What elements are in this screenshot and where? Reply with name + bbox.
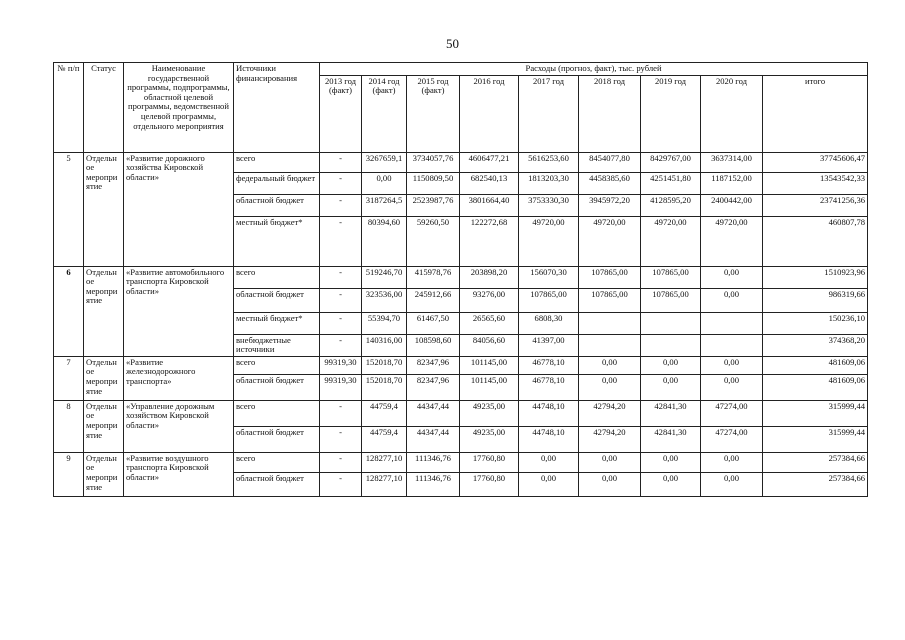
header-year: 2014 год (факт) [362,75,407,152]
value-cell: - [320,312,362,334]
value-cell: 0,00 [579,374,641,400]
value-cell: 80394,60 [362,216,407,266]
value-cell: 82347,96 [407,374,460,400]
value-cell: 0,00 [519,472,579,496]
funding-source: федеральный бюджет [234,172,320,194]
group-status: Отдельное мероприятие [84,452,124,496]
value-cell: 481609,06 [763,374,868,400]
value-cell: 3945972,20 [579,194,641,216]
value-cell: - [320,266,362,288]
value-cell: 44748,10 [519,426,579,452]
value-cell: 44347,44 [407,426,460,452]
value-cell: 0,00 [701,288,763,312]
value-cell: 4606477,21 [460,152,519,172]
group-no: 5 [54,152,84,266]
funding-source: всего [234,400,320,426]
value-cell: 42794,20 [579,400,641,426]
value-cell: 156070,30 [519,266,579,288]
value-cell: 107865,00 [641,266,701,288]
value-cell: - [320,194,362,216]
value-cell: 4251451,80 [641,172,701,194]
value-cell: 152018,70 [362,374,407,400]
value-cell: 3753330,30 [519,194,579,216]
value-cell: 99319,30 [320,374,362,400]
value-cell: 315999,44 [763,426,868,452]
value-cell: 107865,00 [641,288,701,312]
value-cell: - [320,216,362,266]
funding-source: всего [234,152,320,172]
value-cell: 8454077,80 [579,152,641,172]
value-cell: 3187264,5 [362,194,407,216]
value-cell: 42794,20 [579,426,641,452]
value-cell: 0,00 [701,266,763,288]
value-cell: - [320,400,362,426]
value-cell: 0,00 [519,452,579,472]
header-year: итого [763,75,868,152]
value-cell: 128277,10 [362,472,407,496]
value-cell: 111346,76 [407,452,460,472]
value-cell: 13543542,33 [763,172,868,194]
value-cell: 3637314,00 [701,152,763,172]
value-cell: 17760,80 [460,472,519,496]
value-cell: 1187152,00 [701,172,763,194]
group-status: Отдельное мероприятие [84,152,124,266]
value-cell [579,334,641,356]
value-cell [701,334,763,356]
header-year: 2017 год [519,75,579,152]
header-no: № п/п [54,63,84,153]
value-cell: - [320,472,362,496]
group-status: Отдельное мероприятие [84,266,124,356]
value-cell: 111346,76 [407,472,460,496]
table-row [54,400,868,426]
value-cell: 26565,60 [460,312,519,334]
header-year: 2020 год [701,75,763,152]
value-cell: 986319,66 [763,288,868,312]
header-year: 2015 год (факт) [407,75,460,152]
header-year: 2016 год [460,75,519,152]
group-status: Отдельное мероприятие [84,356,124,400]
value-cell: 415978,76 [407,266,460,288]
group-status: Отдельное мероприятие [84,400,124,452]
value-cell: 37745606,47 [763,152,868,172]
value-cell: 2400442,00 [701,194,763,216]
value-cell: 44759,4 [362,426,407,452]
value-cell: 481609,06 [763,356,868,374]
value-cell: 49235,00 [460,400,519,426]
value-cell: 257384,66 [763,472,868,496]
funding-source: местный бюджет* [234,312,320,334]
value-cell: 315999,44 [763,400,868,426]
funding-source: всего [234,266,320,288]
table-row [54,266,868,288]
value-cell: 682540,13 [460,172,519,194]
value-cell: 61467,50 [407,312,460,334]
value-cell: 23741256,36 [763,194,868,216]
value-cell: 8429767,00 [641,152,701,172]
table-row [54,356,868,374]
value-cell: 374368,20 [763,334,868,356]
value-cell: 5616253,60 [519,152,579,172]
value-cell: - [320,426,362,452]
value-cell: 6808,30 [519,312,579,334]
value-cell: 0,00 [701,356,763,374]
value-cell: 519246,70 [362,266,407,288]
value-cell: 323536,00 [362,288,407,312]
value-cell: 99319,30 [320,356,362,374]
table-row [54,452,868,472]
header-year: 2013 год (факт) [320,75,362,152]
value-cell: 101145,00 [460,374,519,400]
group-name: «Развитие воздушного транспорта Кировской области» [124,452,234,496]
value-cell: 107865,00 [579,266,641,288]
group-name: «Развитие железнодорожного транспорта» [124,356,234,400]
value-cell: 203898,20 [460,266,519,288]
value-cell [641,312,701,334]
value-cell: 257384,66 [763,452,868,472]
value-cell: 59260,50 [407,216,460,266]
page-number: 50 [446,36,459,51]
value-cell: 107865,00 [579,288,641,312]
funding-source: местный бюджет* [234,216,320,266]
value-cell: 0,00 [641,356,701,374]
value-cell: 3267659,1 [362,152,407,172]
value-cell: 4128595,20 [641,194,701,216]
funding-source: областной бюджет [234,426,320,452]
value-cell: 42841,30 [641,400,701,426]
value-cell: - [320,152,362,172]
value-cell: - [320,452,362,472]
header-status: Статус [84,63,124,153]
value-cell: 49720,00 [701,216,763,266]
value-cell: 55394,70 [362,312,407,334]
value-cell: - [320,172,362,194]
funding-source: всего [234,452,320,472]
value-cell: 245912,66 [407,288,460,312]
value-cell: 108598,60 [407,334,460,356]
value-cell: 17760,80 [460,452,519,472]
value-cell: 0,00 [701,452,763,472]
value-cell [701,312,763,334]
value-cell: 44759,4 [362,400,407,426]
value-cell: 0,00 [641,472,701,496]
group-no: 6 [54,266,84,356]
budget-table [53,62,868,497]
value-cell: 4458385,60 [579,172,641,194]
value-cell: 49235,00 [460,426,519,452]
header-year: 2018 год [579,75,641,152]
value-cell: 3801664,40 [460,194,519,216]
value-cell: 44748,10 [519,400,579,426]
funding-source: областной бюджет [234,194,320,216]
value-cell: 128277,10 [362,452,407,472]
value-cell: 3734057,76 [407,152,460,172]
value-cell: 0,00 [579,356,641,374]
value-cell: 460807,78 [763,216,868,266]
header-source: Источники финансирования [234,63,320,153]
value-cell: 93276,00 [460,288,519,312]
group-name: «Развитие дорожного хозяйства Кировской области» [124,152,234,266]
value-cell: 42841,30 [641,426,701,452]
value-cell: 1510923,96 [763,266,868,288]
header-name: Наименование государственной программы, подпрограммы, областной целевой программы, ведомственной целевой программы, отдельного мероприятия [124,63,234,153]
table-row [54,152,868,172]
value-cell: 46778,10 [519,356,579,374]
value-cell: - [320,334,362,356]
value-cell: - [320,288,362,312]
group-no: 8 [54,400,84,452]
group-no: 9 [54,452,84,496]
value-cell: 46778,10 [519,374,579,400]
value-cell: 152018,70 [362,356,407,374]
value-cell: 0,00 [579,452,641,472]
value-cell: 41397,00 [519,334,579,356]
funding-source: областной бюджет [234,472,320,496]
value-cell: 1150809,50 [407,172,460,194]
value-cell: 2523987,76 [407,194,460,216]
value-cell [579,312,641,334]
value-cell: 0,00 [701,374,763,400]
value-cell: 101145,00 [460,356,519,374]
group-name: «Управление дорожным хозяйством Кировской области» [124,400,234,452]
funding-source: всего [234,356,320,374]
value-cell: 122272,68 [460,216,519,266]
value-cell: 0,00 [641,452,701,472]
value-cell: 49720,00 [579,216,641,266]
group-name: «Развитие автомобильного транспорта Кировской области» [124,266,234,356]
funding-source: внебюджетные источники [234,334,320,356]
value-cell: 1813203,30 [519,172,579,194]
value-cell: 82347,96 [407,356,460,374]
header-year: 2019 год [641,75,701,152]
value-cell: 49720,00 [641,216,701,266]
funding-source: областной бюджет [234,374,320,400]
value-cell: 84056,60 [460,334,519,356]
value-cell [641,334,701,356]
value-cell: 0,00 [579,472,641,496]
value-cell: 0,00 [362,172,407,194]
value-cell: 0,00 [641,374,701,400]
funding-source: областной бюджет [234,288,320,312]
group-no: 7 [54,356,84,400]
value-cell: 49720,00 [519,216,579,266]
value-cell: 44347,44 [407,400,460,426]
value-cell: 47274,00 [701,400,763,426]
value-cell: 150236,10 [763,312,868,334]
value-cell: 107865,00 [519,288,579,312]
value-cell: 47274,00 [701,426,763,452]
header-expenses: Расходы (прогноз, факт), тыс. рублей [320,63,868,76]
value-cell: 0,00 [701,472,763,496]
header-row [54,63,868,76]
value-cell: 140316,00 [362,334,407,356]
